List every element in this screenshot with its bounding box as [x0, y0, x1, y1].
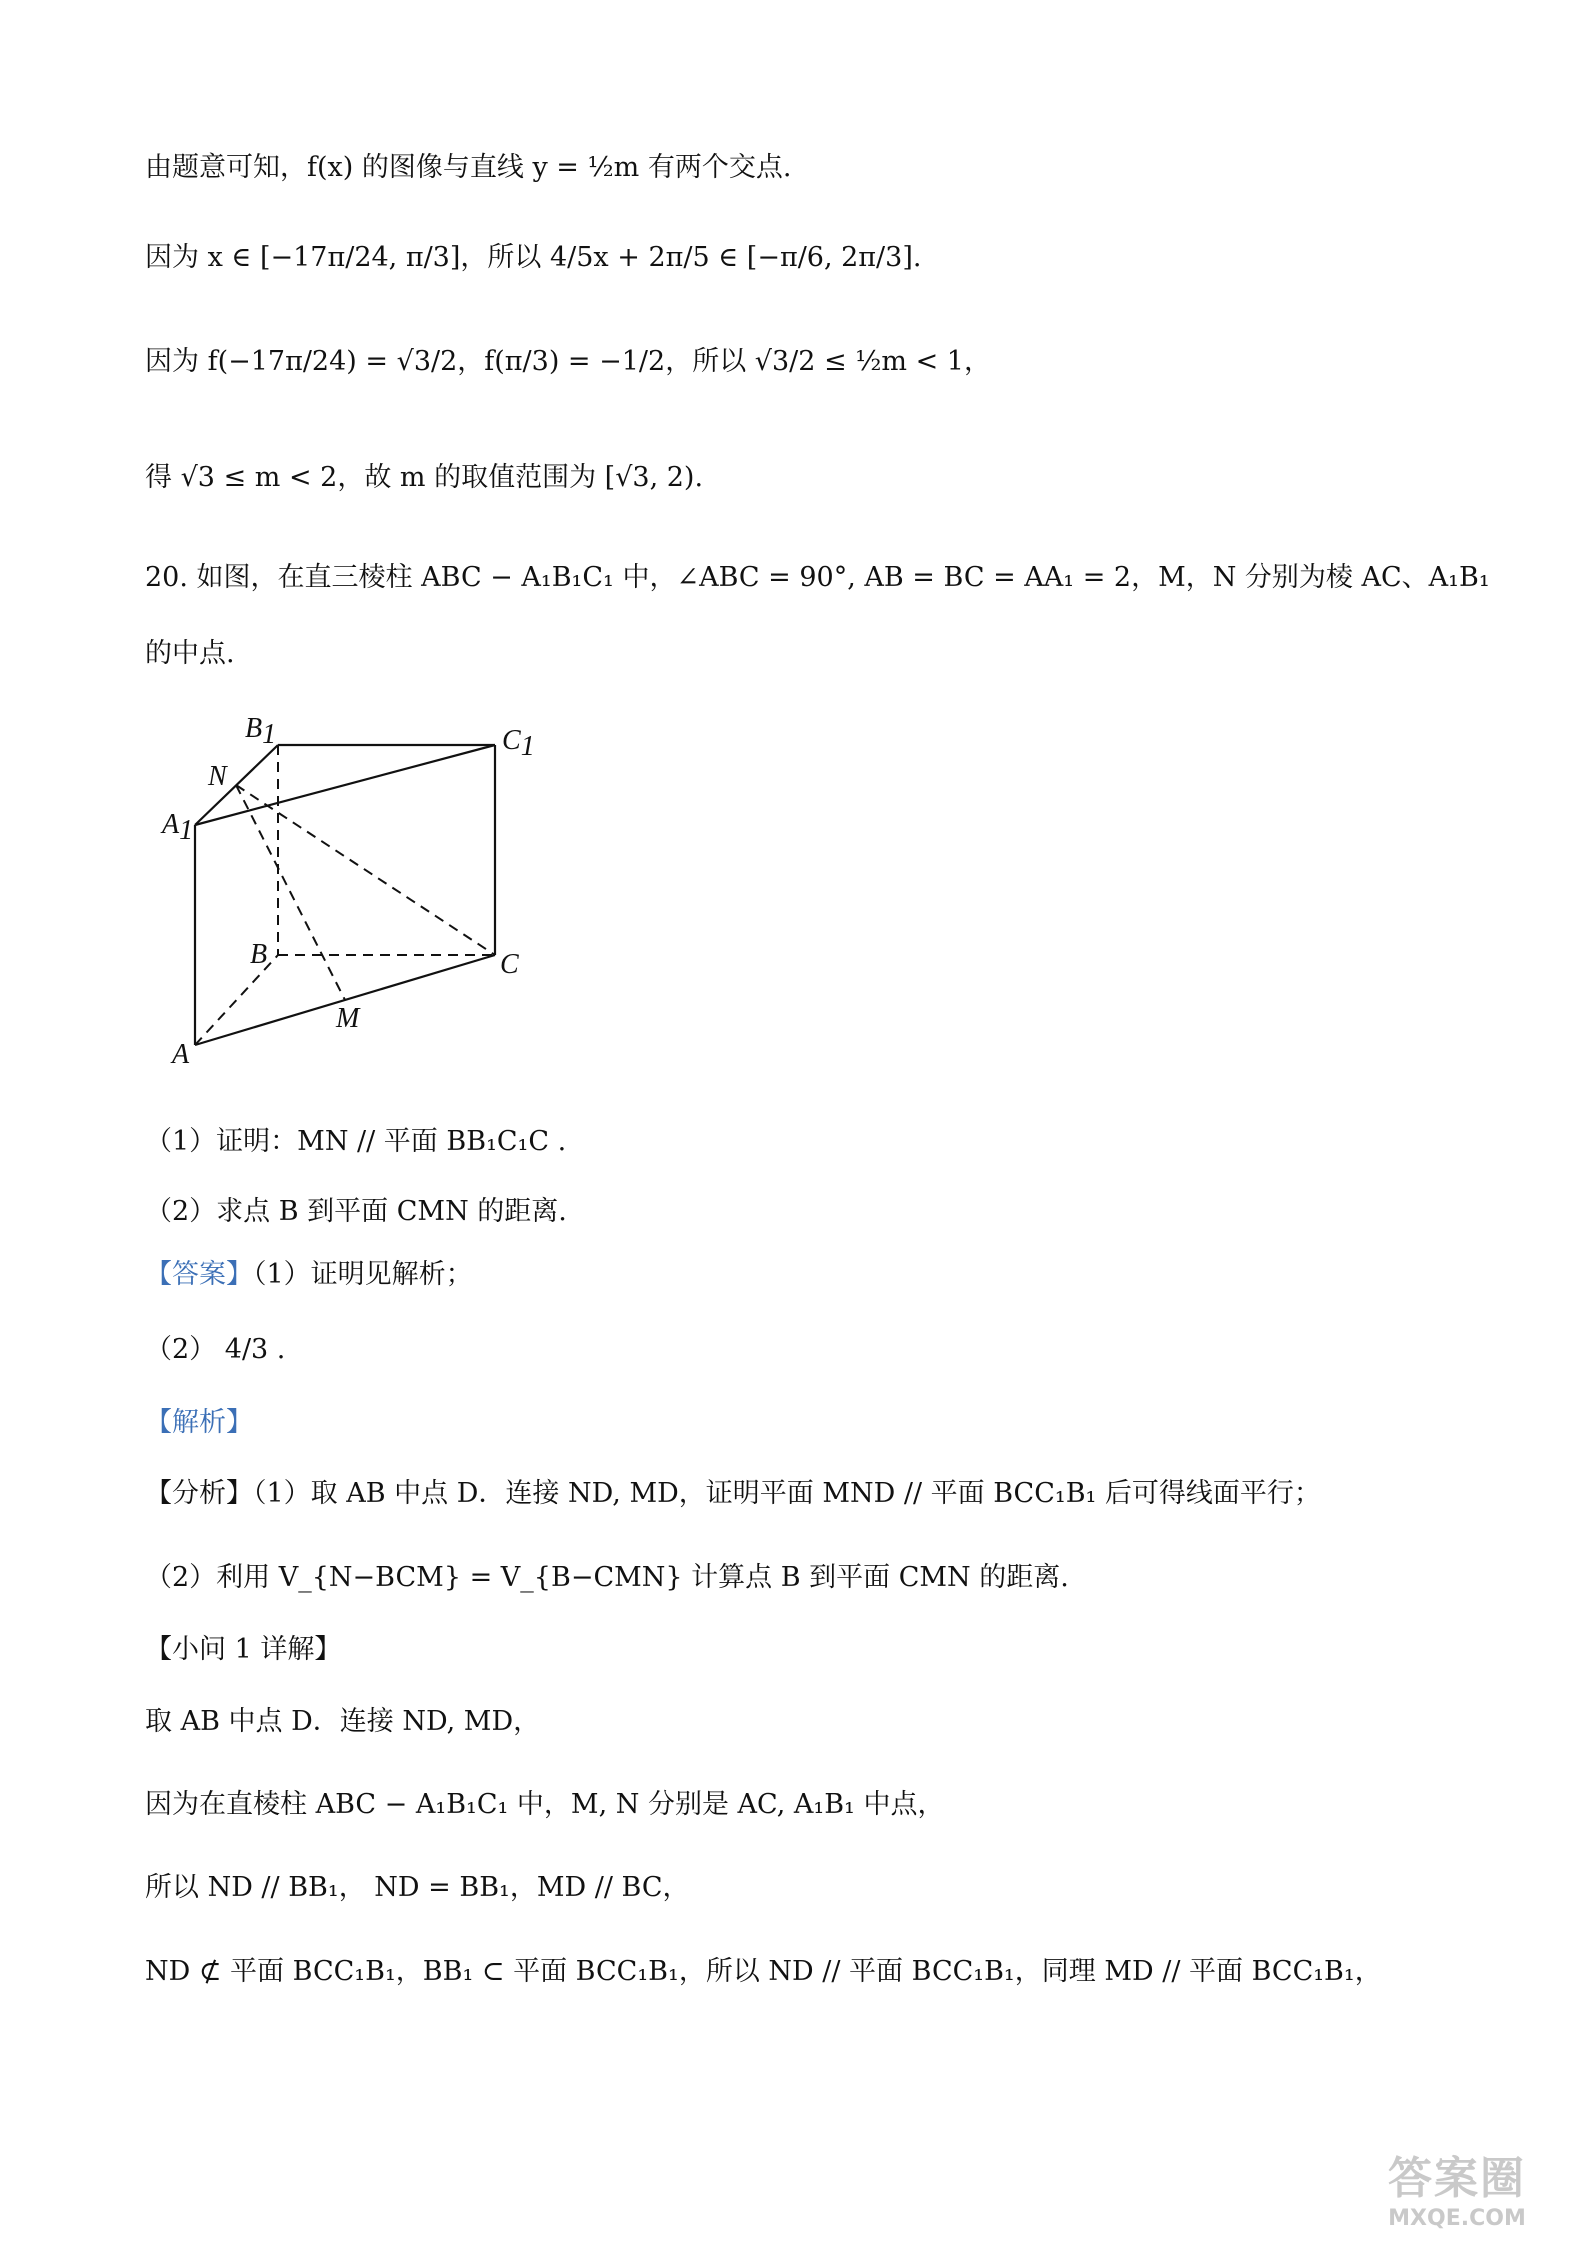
prism-hidden-edges — [195, 745, 495, 1045]
problem-20-line-1 — [145, 558, 1507, 598]
line-3-text: 因为 f(−17π/24) = √3/2，f(π/3) = −1/2，所以 √3/2 ≤ ½m < 1， — [145, 346, 991, 377]
label-n: N — [208, 761, 227, 792]
detail-line-1 — [145, 1702, 1507, 1742]
question-1 — [145, 1122, 1507, 1162]
label-m: M — [336, 1003, 360, 1034]
label-a1: A1 — [162, 809, 194, 846]
problem-20-line-2 — [145, 634, 1507, 674]
line-1-text: 由题意可知，f(x) 的图像与直线 y = ½m 有两个交点. — [145, 152, 792, 183]
analysis-1-text: 【分析】（1）取 AB 中点 D．连接 ND, MD，证明平面 MND // 平面 BCC₁B₁ 后可得线面平行； — [145, 1478, 1321, 1509]
detail-1-text: 取 AB 中点 D．连接 ND, MD， — [145, 1706, 541, 1737]
analysis-line-1 — [145, 1474, 1507, 1514]
line-4-text: 得 √3 ≤ m < 2，故 m 的取值范围为 [√3, 2). — [145, 462, 704, 493]
answer-2-text: （2） 4/3 . — [145, 1334, 286, 1365]
text-line-1 — [145, 148, 1507, 188]
subquestion-1-heading-text: 【小问 1 详解】 — [145, 1634, 342, 1665]
label-c1: C1 — [502, 725, 535, 762]
answer-tag: 【答案】 — [145, 1259, 253, 1290]
text-line-3 — [145, 342, 1507, 382]
label-c: C — [500, 949, 519, 980]
label-b: B — [250, 939, 268, 970]
label-a: A — [172, 1039, 190, 1070]
watermark-logo — [1357, 2142, 1557, 2231]
question-1-text: （1）证明：MN // 平面 BB₁C₁C . — [145, 1126, 567, 1157]
detail-line-2 — [145, 1785, 1507, 1825]
label-b1: B1 — [245, 715, 277, 750]
watermark-text: 答案圈 — [1388, 2153, 1526, 2204]
answer-line — [145, 1255, 1507, 1295]
watermark-url: MXQE.COM — [1388, 2206, 1526, 2231]
text-line-2 — [145, 238, 1507, 278]
subquestion-1-heading — [145, 1630, 1507, 1670]
answer-1-text: （1）证明见解析； — [253, 1259, 473, 1290]
answer-2-line — [145, 1330, 1507, 1370]
segment-n-c — [236, 785, 495, 955]
prism-figure — [150, 715, 570, 1075]
problem-20-text-cont: 的中点. — [145, 638, 235, 669]
analysis-line-2 — [145, 1558, 1507, 1598]
line-2-text: 因为 x ∈ [−17π/24, π/3]，所以 4/5x + 2π/5 ∈ [−π/6, 2π/3]. — [145, 242, 922, 273]
problem-20-text: 20. 如图，在直三棱柱 ABC − A₁B₁C₁ 中，∠ABC = 90°, AB = BC = AA₁ = 2，M，N 分别为棱 AC、A₁B₁ — [145, 562, 1490, 593]
detail-4-text: ND ⊄ 平面 BCC₁B₁，BB₁ ⊂ 平面 BCC₁B₁，所以 ND // 平面 BCC₁B₁，同理 MD // 平面 BCC₁B₁， — [145, 1956, 1382, 1987]
edge-a1-c1 — [195, 745, 495, 825]
detail-2-text: 因为在直棱柱 ABC − A₁B₁C₁ 中，M, N 分别是 AC, A₁B₁ 中点， — [145, 1789, 945, 1820]
question-2-text: （2）求点 B 到平面 CMN 的距离. — [145, 1196, 567, 1227]
detail-line-3 — [145, 1868, 1507, 1908]
question-2 — [145, 1192, 1507, 1232]
detail-3-text: 所以 ND // BB₁， ND = BB₁，MD // BC， — [145, 1872, 690, 1903]
analysis-tag-line — [145, 1403, 1507, 1443]
analysis-tag: 【解析】 — [145, 1407, 253, 1438]
analysis-2-text: （2）利用 V_{N−BCM} = V_{B−CMN} 计算点 B 到平面 CMN 的距离. — [145, 1562, 1069, 1593]
text-line-4 — [145, 458, 1507, 498]
detail-line-4 — [145, 1952, 1507, 1992]
